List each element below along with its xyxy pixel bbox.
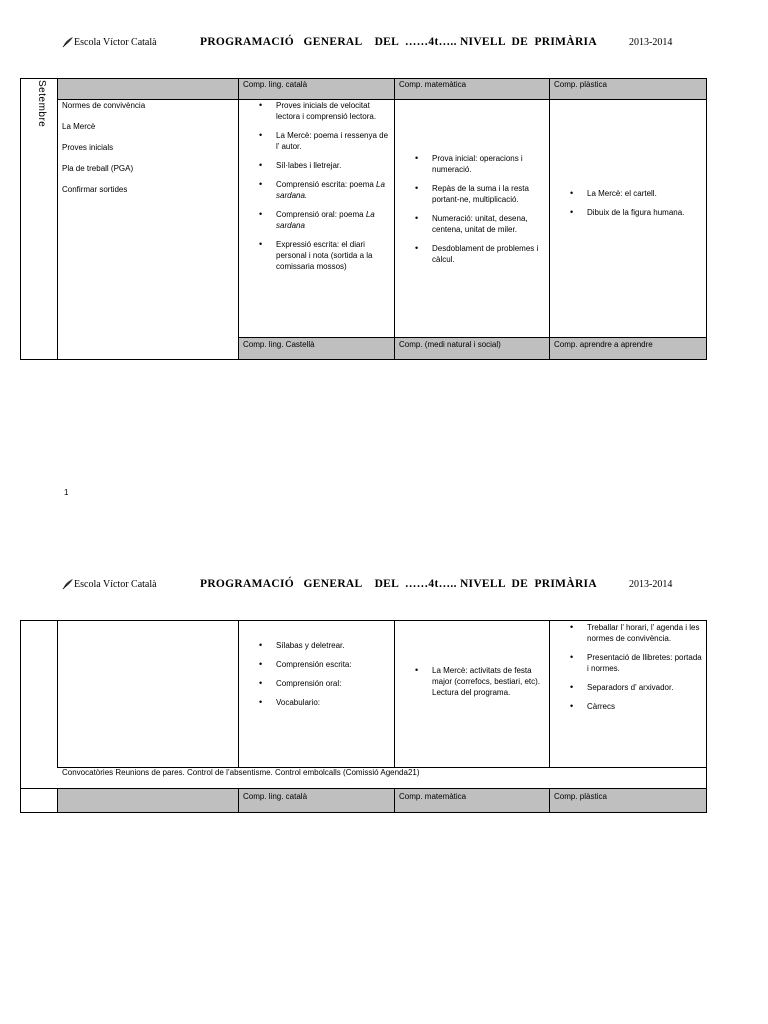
col-header-plastica: Comp. plàstica: [554, 80, 607, 89]
list-item: • La Mercè: el cartell.: [567, 188, 703, 199]
list-item: • Sílabas y deletrear.: [256, 640, 391, 651]
page-number: 1: [64, 488, 69, 497]
catala-list: [256, 100, 391, 280]
list-item: • Expressió escrita: el diari personal i nota (sortida a la comissaria mossos): [256, 239, 391, 272]
general-items: [62, 100, 145, 205]
document-title: PROGRAMACIÓ GENERAL DEL ……4t….. NIVELL DE PRIMÀRIA: [200, 578, 597, 590]
footer-header-medi: Comp. (medi natural i social): [399, 340, 501, 349]
col-header-catala: Comp. ling. català: [243, 792, 308, 801]
castella-list: [256, 640, 391, 716]
footer-header-castella: Comp. ling. Castellà: [243, 340, 315, 349]
plastica-list: [567, 188, 703, 226]
list-item: Proves inicials: [62, 143, 114, 152]
list-item: • Separadors d’ arxivador.: [567, 682, 703, 693]
list-item: • La Mercè: activitats de festa major (correfocs, bestiari, etc). Lectura del programa.: [412, 665, 542, 698]
medi-list: [412, 665, 542, 706]
list-item: • Càrrecs: [567, 701, 703, 712]
list-item: • Síl·labes i lletrejar.: [256, 160, 391, 171]
list-item: • Treballar l’ horari, l’ agenda i les normes de convivència.: [567, 622, 703, 644]
page-header: [0, 576, 768, 596]
document-title: PROGRAMACIÓ GENERAL DEL ……4t….. NIVELL DE PRIMÀRIA: [200, 36, 597, 48]
quill-logo-icon: [62, 578, 74, 590]
school-year: 2013-2014: [629, 579, 673, 590]
col-header-matematica: Comp. matemàtica: [399, 792, 467, 801]
list-item: • Comprensió escrita: poema La sardana.: [256, 179, 391, 201]
list-item: • Repàs de la suma i la resta portant-ne, multiplicació.: [412, 183, 542, 205]
list-item: • Vocabulario:: [256, 697, 391, 708]
footer-header-aprendre: Comp. aprendre a aprendre: [554, 340, 653, 349]
list-item: Pla de treball (PGA): [62, 164, 134, 173]
page-header: [0, 34, 768, 54]
month-label: Setembre: [36, 80, 47, 128]
school-name: Escola Víctor Català: [74, 37, 157, 48]
matematica-list: [412, 153, 542, 273]
list-item: • Comprensión oral:: [256, 678, 391, 689]
list-item: • Dibuix de la figura humana.: [567, 207, 703, 218]
aprendre-list: [567, 622, 703, 720]
list-item: • Desdoblament de problemes i càlcul.: [412, 243, 542, 265]
list-item: La Mercè: [62, 122, 96, 131]
school-year: 2013-2014: [629, 37, 673, 48]
list-item: • La Mercè: poema i ressenya de l’ autor.: [256, 130, 391, 152]
list-item: • Numeració: unitat, desena, centena, unitat de miler.: [412, 213, 542, 235]
col-header-plastica: Comp. plàstica: [554, 792, 607, 801]
list-item: Confirmar sortides: [62, 185, 128, 194]
col-header-matematica: Comp. matemàtica: [399, 80, 467, 89]
quill-logo-icon: [62, 36, 74, 48]
school-name: Escola Víctor Català: [74, 579, 157, 590]
list-item: • Prova inicial: operacions i numeració.: [412, 153, 542, 175]
list-item: Normes de convivència: [62, 101, 146, 110]
list-item: • Presentació de llibretes: portada i normes.: [567, 652, 703, 674]
list-item: • Comprensión escrita:: [256, 659, 391, 670]
meetings-note: Convocatòries Reunions de pares. Control de l’absentisme. Control embolcalls (Comissió Agenda21): [62, 768, 420, 777]
col-header-catala: Comp. ling. català: [243, 80, 308, 89]
list-item: • Proves inicials de velocitat lectora i comprensió lectora.: [256, 100, 391, 122]
list-item: • Comprensió oral: poema La sardana: [256, 209, 391, 231]
